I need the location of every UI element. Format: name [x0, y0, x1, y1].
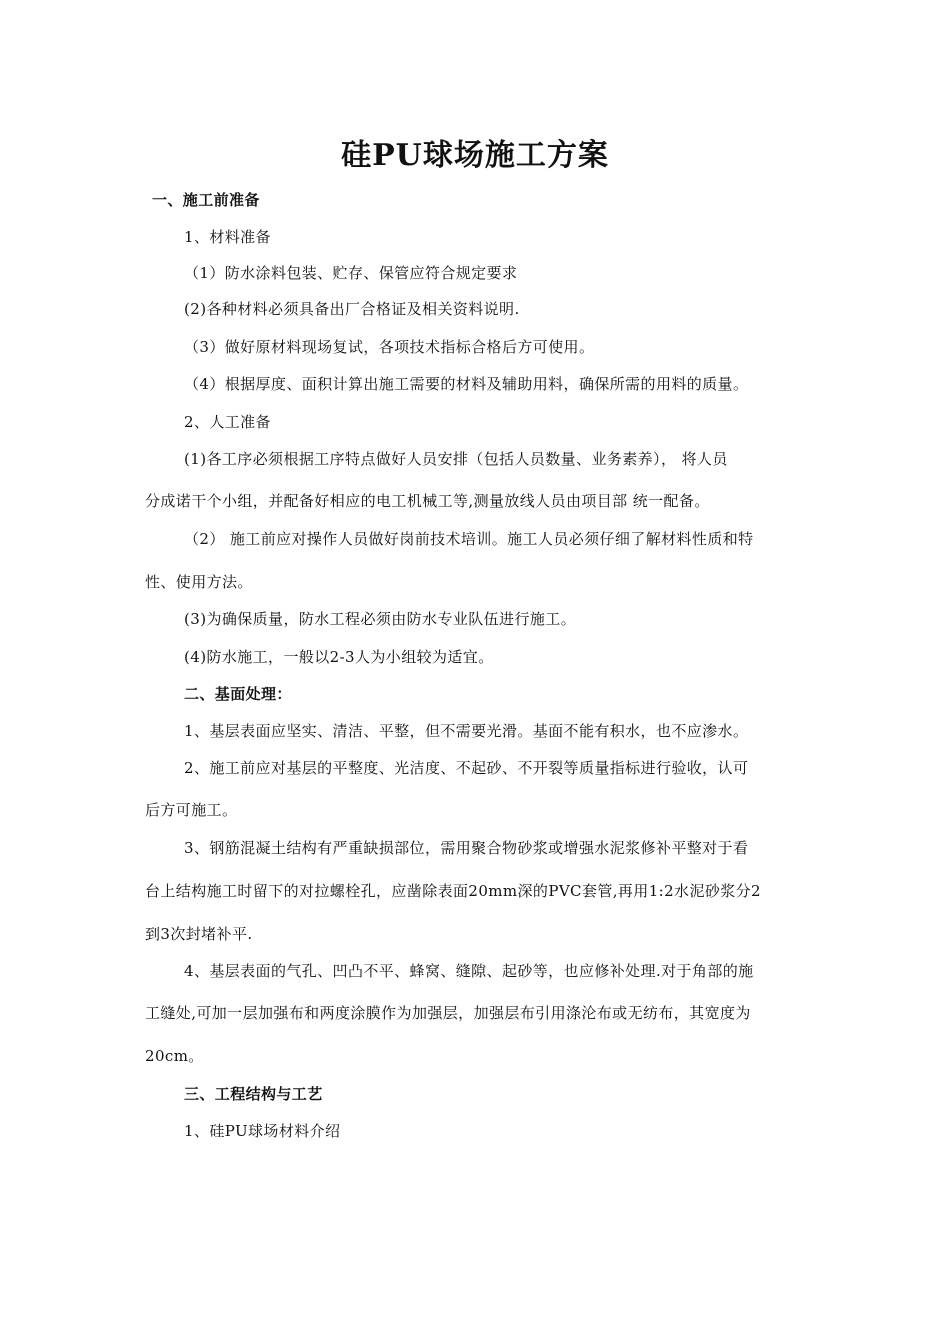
- paragraph: 1、基层表面应坚实、清洁、平整，但不需要光滑。基面不能有积水，也不应渗水。: [184, 722, 749, 740]
- paragraph: 工缝处,可加一层加强布和两度涂膜作为加强层，加强层布引用涤沦布或无纺布，其宽度为: [145, 1004, 751, 1022]
- section-heading-structure-process: 三、工程结构与工艺: [184, 1085, 323, 1103]
- paragraph: （3）做好原材料现场复试，各项技术指标合格后方可使用。: [184, 338, 595, 356]
- paragraph: 台上结构施工时留下的对拉螺栓孔，应凿除表面20mm深的PVC套管,再用1:2水泥砂浆分2: [145, 882, 761, 900]
- paragraph: (2)各种材料必须具备出厂合格证及相关资料说明.: [184, 300, 520, 318]
- subheading-materials: 1、材料准备: [184, 228, 271, 246]
- paragraph: 后方可施工。: [145, 801, 238, 819]
- subheading-labor: 2、人工准备: [184, 413, 271, 431]
- section-heading-preparation: 一、施工前准备: [152, 191, 260, 209]
- paragraph: （1）防水涂料包装、贮存、保管应符合规定要求: [184, 264, 518, 282]
- subheading-material-intro: 1、硅PU球场材料介绍: [184, 1122, 341, 1140]
- paragraph: 3、钢筋混凝土结构有严重缺损部位，需用聚合物砂浆或增强水泥浆修补平整对于看: [184, 839, 749, 857]
- section-heading-base-treatment: 二、基面处理：: [184, 685, 292, 703]
- paragraph: 20cm。: [145, 1047, 204, 1065]
- paragraph: (1)各工序必须根据工序特点做好人员安排（包括人员数量、业务素养）， 将人员: [184, 450, 728, 468]
- document-title: 硅PU球场施工方案: [341, 138, 609, 173]
- paragraph: (3)为确保质量，防水工程必须由防水专业队伍进行施工。: [184, 610, 577, 628]
- paragraph: （2） 施工前应对操作人员做好岗前技术培训。施工人员必须仔细了解材料性质和特: [184, 530, 754, 548]
- paragraph: （4）根据厚度、面积计算出施工需要的材料及辅助用料，确保所需的用料的质量。: [184, 375, 749, 393]
- paragraph: 性、使用方法。: [145, 573, 253, 591]
- paragraph: (4)防水施工，一般以2-3人为小组较为适宜。: [184, 648, 494, 666]
- paragraph: 分成诺干个小组，并配备好相应的电工机械工等,测量放线人员由项目部 统一配备。: [145, 492, 710, 510]
- paragraph: 到3次封堵补平.: [145, 925, 253, 943]
- paragraph: 2、施工前应对基层的平整度、光洁度、不起砂、不开裂等质量指标进行验收，认可: [184, 759, 749, 777]
- paragraph: 4、基层表面的气孔、凹凸不平、蜂窝、缝隙、起砂等，也应修补处理.对于角部的施: [184, 962, 754, 980]
